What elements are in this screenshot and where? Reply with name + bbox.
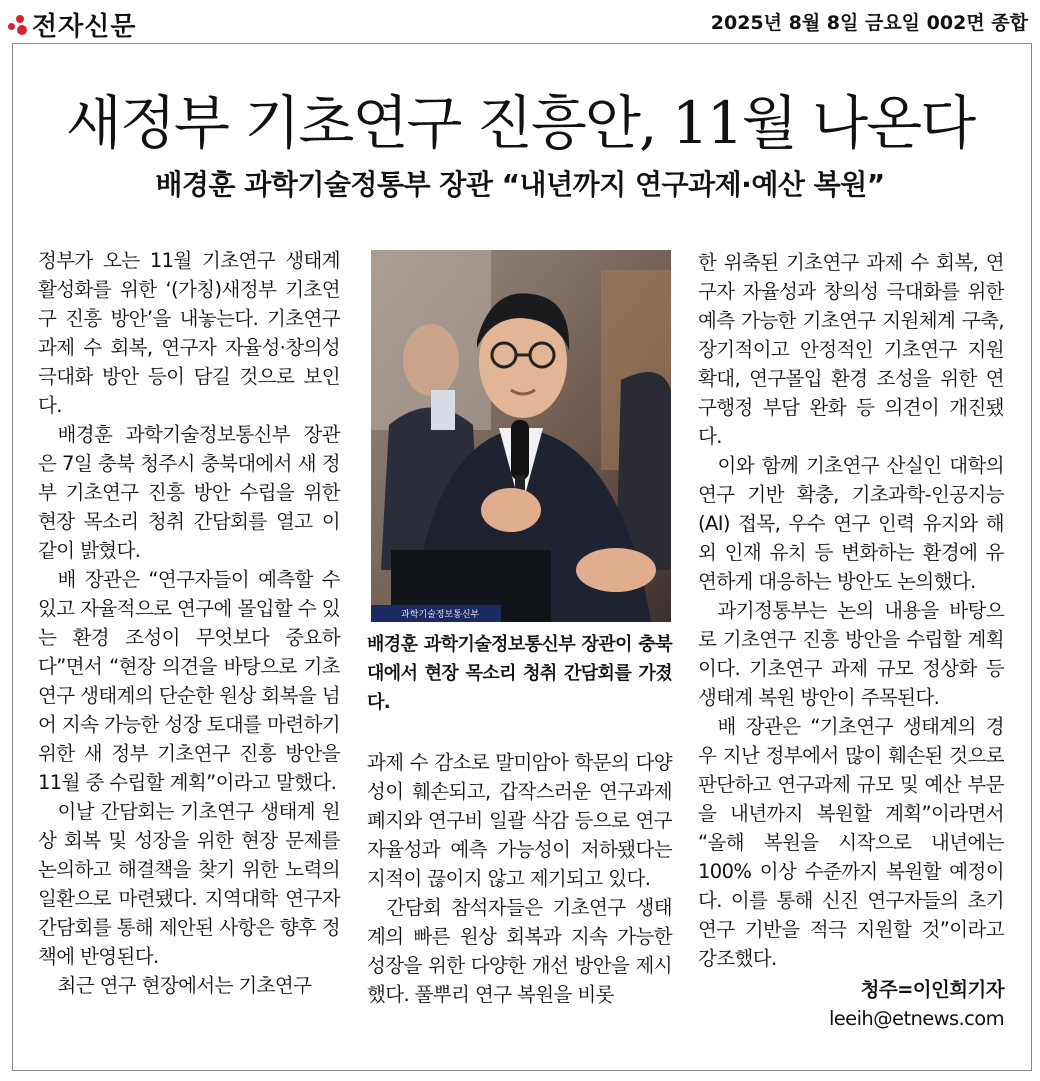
masthead: [0, 0, 1040, 44]
paragraph: 이날 간담회는 기초연구 생태계 원상 회복 및 성장을 위한 현장 문제를 논의하고 해결책을 찾기 위한 노력의 일환으로 마련됐다. 지역대학 연구자 간담회를 통해 제안된 사항은 향후 정책에 반영된다.: [38, 800, 340, 968]
photo-caption: 배경훈 과학기술정보통신부 장관이 충북대에서 현장 목소리 청취 간담회를 가졌다.: [367, 634, 672, 713]
paragraph: 최근 연구 현장에서는 기초연구: [57, 974, 312, 997]
paragraph: 간담회 참석자들은 기초연구 생태계의 빠른 원상 회복과 지속 가능한 성장을 위한 다양한 개선 방안을 제시했다. 풀뿌리 연구 복원을 비롯: [367, 896, 672, 1006]
logo-text: 전자신문: [32, 12, 137, 42]
paragraph: 이와 함께 기초연구 산실인 대학의 연구 기반 확충, 기초과학-인공지능(AI) 접목, 우수 연구 인력 유지와 해외 인재 유치 등 변화하는 환경에 유연하게 대응하는 방안도 논의했다.: [698, 454, 1004, 593]
paragraph: 배 장관은 “기초연구 생태계의 경우 지난 정부에서 많이 훼손된 것으로 판단하고 연구과제 규모 및 예산 부문을 내년까지 복원할 계획”이라면서 “올해 복원을 시작으로 내년에는 100% 이상 수준까지 복원할 예정이다. 이를 통해 신진 연구자들의 초기 연구 기반을 적극 지원할 것”이라고 강조했다.: [698, 715, 1004, 970]
paragraph: 과기정통부는 논의 내용을 바탕으로 기초연구 진흥 방안을 수립할 계획이다. 기초연구 과제 규모 정상화 등 생태계 복원 방안이 주목된다.: [698, 599, 1004, 709]
newspaper-logo[interactable]: [6, 6, 136, 43]
logo-dots-icon: [6, 14, 28, 36]
issue-info: 2025년 8월 8일 금요일 002면 종합: [710, 12, 1028, 34]
byline-name: 청주=이인희기자: [860, 978, 1004, 1001]
paragraph: 정부가 오는 11월 기초연구 생태계 활성화를 위한 ‘(가칭)새정부 기초연구 진흥 방안’을 내놓는다. 기초연구 과제 수 회복, 연구자 자율성·창의성 극대화 방안 등이 담길 것으로 보인다.: [38, 249, 340, 417]
paragraph: 한 위축된 기초연구 과제 수 회복, 연구자 자율성과 창의성 극대화를 위한 예측 가능한 기초연구 지원체계 구축, 장기적이고 안정적인 기초연구 지원 확대, 연구몰입 환경 조성을 위한 연구행정 부담 완화 등 의견이 개진됐다.: [698, 251, 1004, 448]
byline: [698, 975, 1004, 1033]
article-column-2: [367, 748, 672, 1009]
article-column-3: [698, 248, 1004, 1033]
byline-email[interactable]: leeih@etnews.com: [828, 1007, 1004, 1030]
article-column-1: [38, 246, 340, 1000]
paragraph: 배경훈 과학기술정보통신부 장관은 7일 충북 청주시 충북대에서 새 정부 기초연구 진흥 방안 수립을 위한 현장 목소리 청취 간담회를 열고 이 같이 밝혔다.: [38, 423, 340, 562]
nameplate-text: 과학기술정보통신부: [401, 610, 480, 620]
paragraph: 과제 수 감소로 말미암아 학문의 다양성이 훼손되고, 갑작스러운 연구과제 폐지와 연구비 일괄 삭감 등으로 연구 자율성과 예측 가능성이 저하됐다는 지적이 끊이지 않고 제기되고 있다.: [367, 751, 672, 890]
minister-photo-illustration: [371, 250, 671, 622]
article-photo: [371, 250, 671, 622]
paragraph: 배 장관은 “연구자들이 예측할 수 있고 자율적으로 연구에 몰입할 수 있는 환경 조성이 무엇보다 중요하다”면서 “현장 의견을 바탕으로 기초연구 생태계의 단순한 원상 회복을 넘어 지속 가능한 성장 토대를 마련하기 위한 새 정부 기초연구 진흥 방안을 11월 중 수립할 계획”이라고 말했다.: [38, 568, 340, 794]
headline: 새정부 기초연구 진흥안, 11월 나온다: [65, 89, 975, 157]
subheadline: 배경훈 과학기술정통부 장관 “내년까지 연구과제·예산 복원”: [155, 168, 885, 201]
